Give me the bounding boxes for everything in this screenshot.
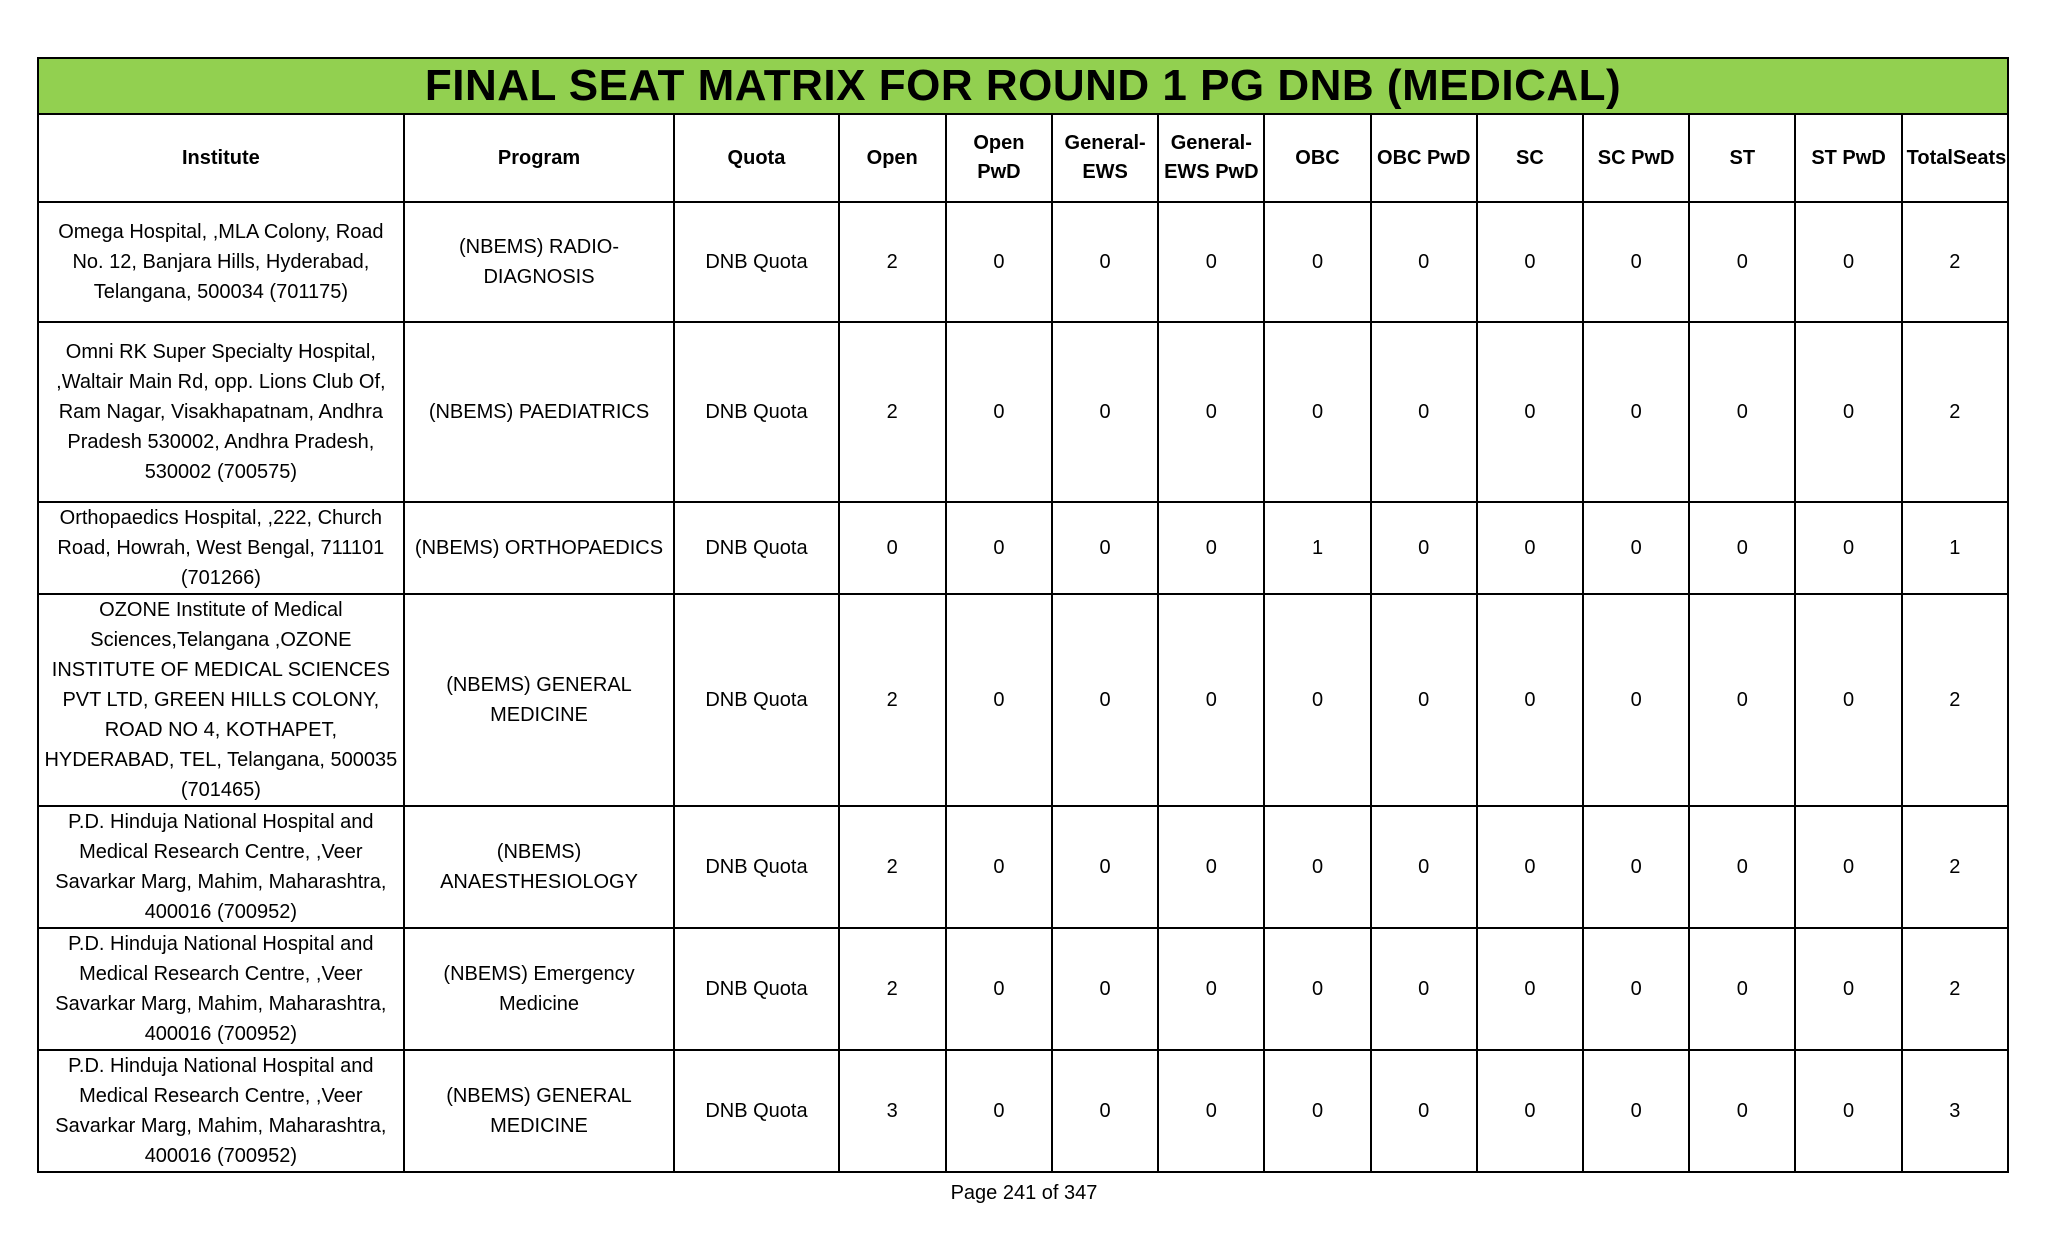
seat-cell-sc-pwd: 0 [1583, 322, 1689, 502]
seat-cell-st: 0 [1689, 594, 1795, 806]
seat-cell-obc: 0 [1264, 1050, 1370, 1172]
seat-cell-sc-pwd: 0 [1583, 594, 1689, 806]
page-title: FINAL SEAT MATRIX FOR ROUND 1 PG DNB (MEDICAL) [38, 58, 2008, 114]
seat-cell-general-ews-pwd: 0 [1158, 1050, 1264, 1172]
seat-cell-general-ews: 0 [1052, 594, 1158, 806]
seat-cell-sc: 0 [1477, 928, 1583, 1050]
table-row [38, 322, 2008, 502]
seat-cell-general-ews: 0 [1052, 806, 1158, 928]
seat-cell-general-ews-pwd: 0 [1158, 202, 1264, 322]
program-cell: (NBEMS) GENERAL MEDICINE [404, 1050, 675, 1172]
seat-cell-sc: 0 [1477, 806, 1583, 928]
table-row [38, 202, 2008, 322]
seat-cell-st-pwd: 0 [1795, 502, 1901, 594]
column-header-st: ST [1689, 114, 1795, 202]
seat-cell-sc-pwd: 0 [1583, 1050, 1689, 1172]
quota-cell: DNB Quota [674, 1050, 838, 1172]
seat-cell-obc-pwd: 0 [1371, 1050, 1477, 1172]
seat-cell-open: 2 [839, 202, 946, 322]
seat-cell-obc: 0 [1264, 202, 1370, 322]
column-header-sc-pwd: SC PwD [1583, 114, 1689, 202]
page-footer: Page 241 of 347 [950, 1182, 1098, 1204]
seat-cell-obc-pwd: 0 [1371, 502, 1477, 594]
seat-cell-total: 3 [1902, 1050, 2008, 1172]
quota-cell: DNB Quota [674, 928, 838, 1050]
seat-cell-general-ews-pwd: 0 [1158, 806, 1264, 928]
seat-cell-total: 2 [1902, 806, 2008, 928]
seat-cell-st: 0 [1689, 928, 1795, 1050]
seat-cell-general-ews: 0 [1052, 502, 1158, 594]
seat-cell-open: 3 [839, 1050, 946, 1172]
seat-cell-obc: 1 [1264, 502, 1370, 594]
column-header-obc: OBC [1264, 114, 1370, 202]
seat-cell-general-ews-pwd: 0 [1158, 928, 1264, 1050]
seat-cell-sc-pwd: 0 [1583, 806, 1689, 928]
column-header-obc-pwd: OBC PwD [1371, 114, 1477, 202]
program-cell: (NBEMS) Emergency Medicine [404, 928, 675, 1050]
seat-cell-sc-pwd: 0 [1583, 502, 1689, 594]
seat-cell-open-pwd: 0 [946, 594, 1052, 806]
column-header-institute: Institute [38, 114, 404, 202]
seat-cell-general-ews: 0 [1052, 322, 1158, 502]
table-row [38, 1050, 2008, 1172]
seat-cell-obc: 0 [1264, 322, 1370, 502]
institute-cell: Omega Hospital, ,MLA Colony, Road No. 12, Banjara Hills, Hyderabad, Telangana, 500034 (701175) [38, 202, 404, 322]
quota-cell: DNB Quota [674, 806, 838, 928]
seat-cell-obc: 0 [1264, 594, 1370, 806]
seat-cell-general-ews: 0 [1052, 928, 1158, 1050]
seat-cell-total: 2 [1902, 202, 2008, 322]
seat-cell-st-pwd: 0 [1795, 806, 1901, 928]
seat-cell-open-pwd: 0 [946, 202, 1052, 322]
seat-cell-total: 2 [1902, 928, 2008, 1050]
seat-cell-sc: 0 [1477, 202, 1583, 322]
seat-cell-open-pwd: 0 [946, 322, 1052, 502]
seat-cell-obc-pwd: 0 [1371, 594, 1477, 806]
seat-cell-total: 2 [1902, 594, 2008, 806]
column-header-quota: Quota [674, 114, 838, 202]
seat-cell-open: 2 [839, 322, 946, 502]
seat-cell-st: 0 [1689, 502, 1795, 594]
seat-cell-st: 0 [1689, 322, 1795, 502]
column-header-general-ews: General-EWS [1052, 114, 1158, 202]
seat-cell-st-pwd: 0 [1795, 322, 1901, 502]
column-header-total-seats: TotalSeats [1902, 114, 2008, 202]
seat-cell-st: 0 [1689, 202, 1795, 322]
program-cell: (NBEMS) PAEDIATRICS [404, 322, 675, 502]
seat-cell-st-pwd: 0 [1795, 594, 1901, 806]
seat-cell-total: 1 [1902, 502, 2008, 594]
institute-cell: P.D. Hinduja National Hospital and Medical Research Centre, ,Veer Savarkar Marg, Mahim, Maharashtra, 400016 (700952) [38, 806, 404, 928]
seat-cell-general-ews-pwd: 0 [1158, 594, 1264, 806]
program-cell: (NBEMS) RADIO-DIAGNOSIS [404, 202, 675, 322]
seat-cell-obc-pwd: 0 [1371, 928, 1477, 1050]
institute-cell: Orthopaedics Hospital, ,222, Church Road, Howrah, West Bengal, 711101 (701266) [38, 502, 404, 594]
seat-cell-st: 0 [1689, 1050, 1795, 1172]
column-header-open-pwd: Open PwD [946, 114, 1052, 202]
seat-cell-open: 0 [839, 502, 946, 594]
table-row [38, 502, 2008, 594]
seat-cell-sc: 0 [1477, 1050, 1583, 1172]
seat-cell-sc-pwd: 0 [1583, 202, 1689, 322]
quota-cell: DNB Quota [674, 594, 838, 806]
quota-cell: DNB Quota [674, 502, 838, 594]
seat-cell-general-ews: 0 [1052, 1050, 1158, 1172]
seat-cell-general-ews-pwd: 0 [1158, 502, 1264, 594]
seat-cell-general-ews: 0 [1052, 202, 1158, 322]
seat-cell-open-pwd: 0 [946, 1050, 1052, 1172]
seat-cell-open: 2 [839, 594, 946, 806]
seat-cell-general-ews-pwd: 0 [1158, 322, 1264, 502]
institute-cell: P.D. Hinduja National Hospital and Medical Research Centre, ,Veer Savarkar Marg, Mahim, Maharashtra, 400016 (700952) [38, 928, 404, 1050]
seat-cell-obc: 0 [1264, 928, 1370, 1050]
column-header-general-ews-pwd: General-EWS PwD [1158, 114, 1264, 202]
table-row [38, 806, 2008, 928]
institute-cell: OZONE Institute of Medical Sciences,Telangana ,OZONE INSTITUTE OF MEDICAL SCIENCES PVT LTD, GREEN HILLS COLONY, ROAD NO 4, KOTHAPET, HYDERABAD, TEL, Telangana, 500035 (701465) [38, 594, 404, 806]
program-cell: (NBEMS) ANAESTHESIOLOGY [404, 806, 675, 928]
seat-matrix-sheet [37, 57, 2009, 1173]
seat-cell-sc-pwd: 0 [1583, 928, 1689, 1050]
seat-cell-obc-pwd: 0 [1371, 322, 1477, 502]
seat-cell-sc: 0 [1477, 502, 1583, 594]
seat-cell-st: 0 [1689, 806, 1795, 928]
seat-cell-st-pwd: 0 [1795, 1050, 1901, 1172]
seat-matrix-table [37, 57, 2009, 1173]
seat-cell-open: 2 [839, 806, 946, 928]
column-header-sc: SC [1477, 114, 1583, 202]
column-header-open: Open [839, 114, 946, 202]
column-header-st-pwd: ST PwD [1795, 114, 1901, 202]
seat-cell-open: 2 [839, 928, 946, 1050]
seat-cell-st-pwd: 0 [1795, 928, 1901, 1050]
seat-cell-obc: 0 [1264, 806, 1370, 928]
program-cell: (NBEMS) GENERAL MEDICINE [404, 594, 675, 806]
seat-cell-sc: 0 [1477, 594, 1583, 806]
quota-cell: DNB Quota [674, 322, 838, 502]
seat-cell-open-pwd: 0 [946, 806, 1052, 928]
seat-cell-st-pwd: 0 [1795, 202, 1901, 322]
seat-cell-sc: 0 [1477, 322, 1583, 502]
seat-cell-open-pwd: 0 [946, 502, 1052, 594]
seat-cell-open-pwd: 0 [946, 928, 1052, 1050]
institute-cell: P.D. Hinduja National Hospital and Medical Research Centre, ,Veer Savarkar Marg, Mahim, Maharashtra, 400016 (700952) [38, 1050, 404, 1172]
column-header-program: Program [404, 114, 675, 202]
seat-cell-obc-pwd: 0 [1371, 202, 1477, 322]
program-cell: (NBEMS) ORTHOPAEDICS [404, 502, 675, 594]
quota-cell: DNB Quota [674, 202, 838, 322]
header-row [38, 114, 2008, 202]
table-row [38, 928, 2008, 1050]
table-row [38, 594, 2008, 806]
institute-cell: Omni RK Super Specialty Hospital, ,Waltair Main Rd, opp. Lions Club Of, Ram Nagar, Visakhapatnam, Andhra Pradesh 530002, Andhra Pradesh, 530002 (700575) [38, 322, 404, 502]
seat-cell-obc-pwd: 0 [1371, 806, 1477, 928]
seat-cell-total: 2 [1902, 322, 2008, 502]
